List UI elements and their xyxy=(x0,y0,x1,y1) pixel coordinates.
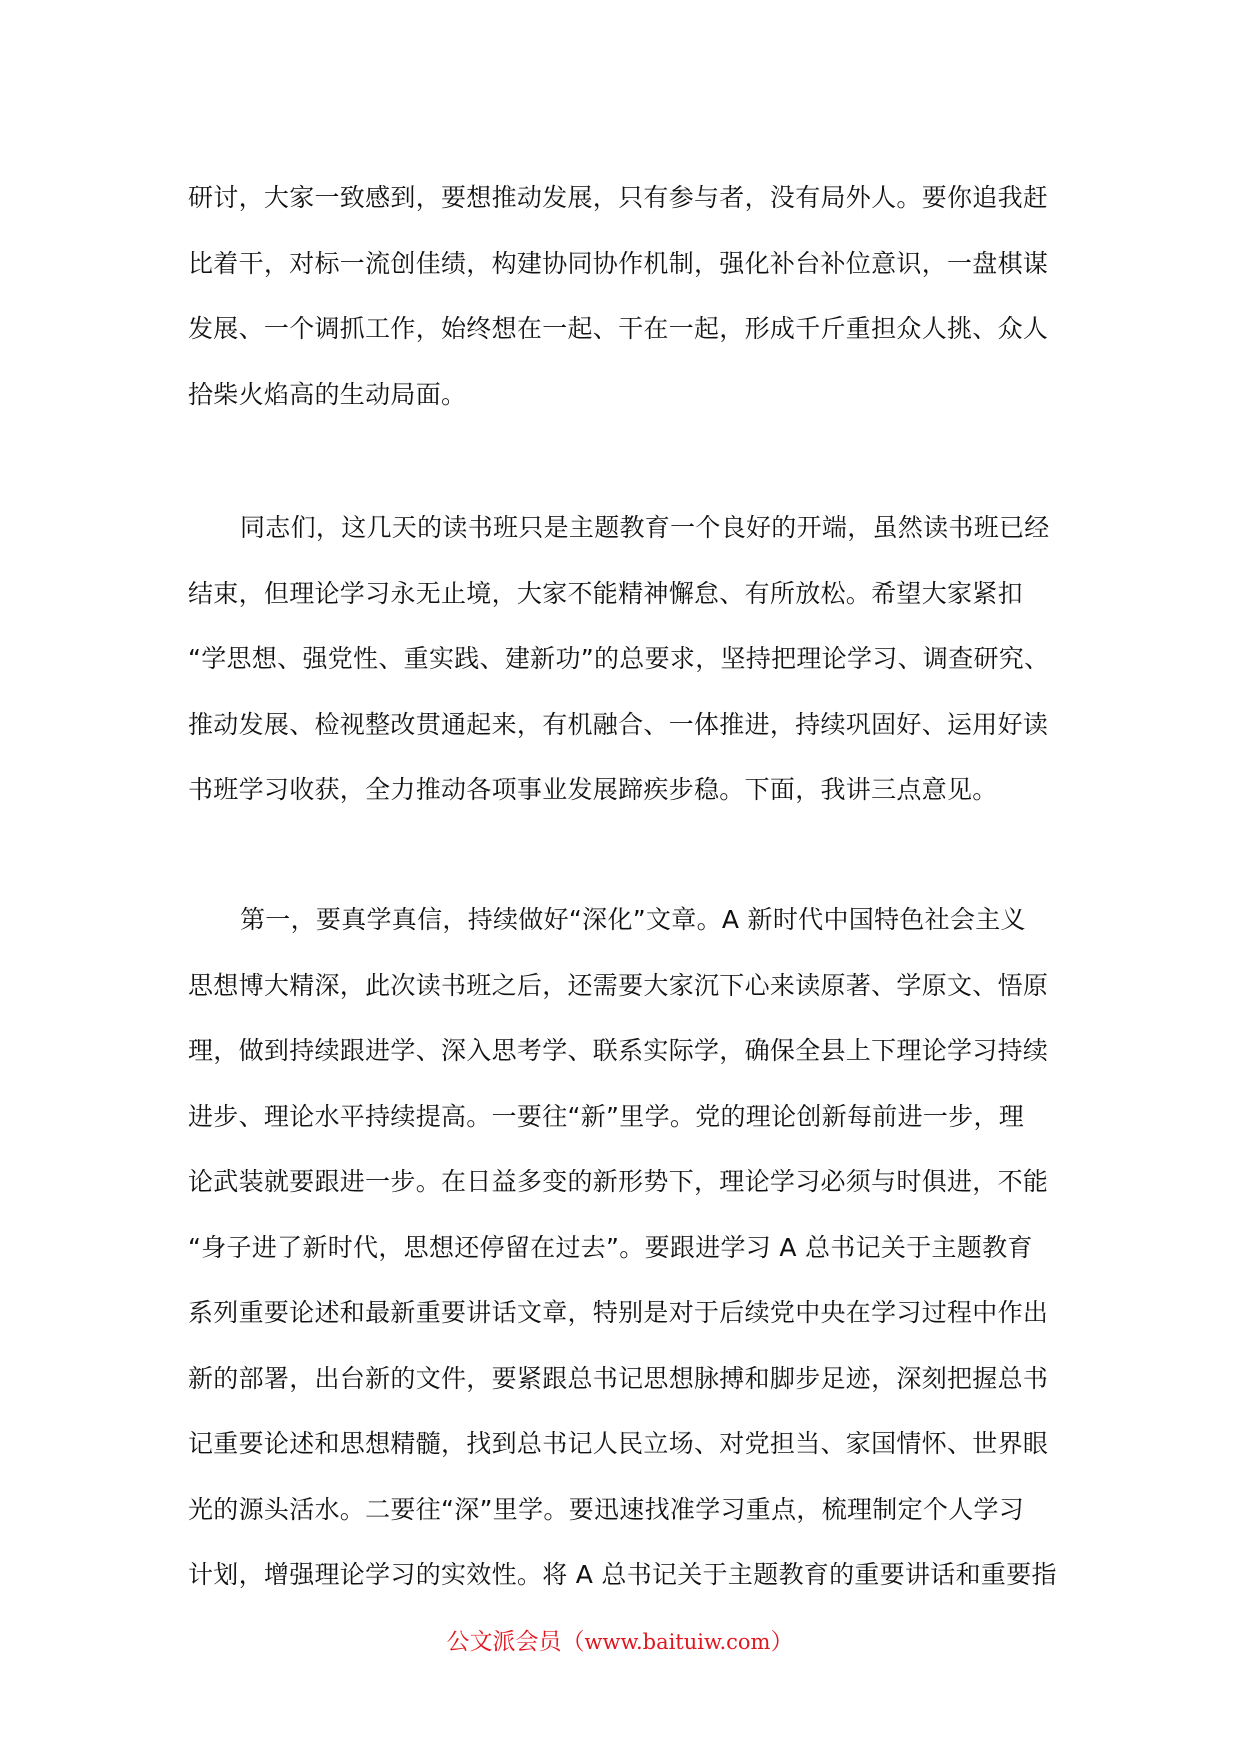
text-line: 思想博大精深，此次读书班之后，还需要大家沉下心来读原著、学原文、悟原 xyxy=(188,970,1049,1000)
paragraph-3 xyxy=(188,887,1068,1608)
text-line: “身子进了新时代，思想还停留在过去”。要跟进学习 A 总书记关于主题教育 xyxy=(188,1232,1033,1262)
text-line: 结束，但理论学习永无止境，大家不能精神懈怠、有所放松。希望大家紧扣 xyxy=(188,578,1023,608)
text-line: 研讨，大家一致感到，要想推动发展，只有参与者，没有局外人。要你追我赶 xyxy=(188,183,1049,212)
footer-url-link[interactable]: www.baituiw.com xyxy=(584,1630,771,1654)
text-line: 进步、理论水平持续提高。一要往“新”里学。党的理论创新每前进一步，理 xyxy=(188,1101,1025,1131)
text-line: 计划，增强理论学习的实效性。将 A 总书记关于主题教育的重要讲话和重要指 xyxy=(188,1560,1057,1589)
footer-brand: 公文派会员 xyxy=(446,1629,562,1655)
text-line: 比着干，对标一流创佳绩，构建协同协作机制，强化补台补位意识，一盘棋谋 xyxy=(188,248,1049,278)
text-line: 发展、一个调抓工作，始终想在一起、干在一起，形成千斤重担众人挑、众人 xyxy=(188,314,1049,343)
paragraph-2 xyxy=(188,495,1068,823)
text-line: 记重要论述和思想精髓，找到总书记人民立场、对党担当、家国情怀、世界眼 xyxy=(188,1429,1049,1458)
text-line: 论武装就要跟进一步。在日益多变的新形势下，理论学习必须与时俱进，不能 xyxy=(188,1167,1049,1196)
footer-watermark xyxy=(0,1623,1240,1656)
text-line: 系列重要论述和最新重要讲话文章，特别是对于后续党中央在学习过程中作出 xyxy=(188,1298,1049,1327)
text-line: 推动发展、检视整改贯通起来，有机融合、一体推进，持续巩固好、运用好读 xyxy=(188,709,1049,739)
text-line: 光的源头活水。二要往“深”里学。要迅速找准学习重点，梳理制定个人学习 xyxy=(188,1494,1025,1524)
text-line: 理，做到持续跟进学、深入思考学、联系实际学，确保全县上下理论学习持续 xyxy=(188,1036,1049,1065)
footer-close-paren: ） xyxy=(770,1629,794,1655)
text-line: 第一，要真学真信，持续做好“深化”文章。A 新时代中国特色社会主义 xyxy=(240,905,1026,934)
text-line: 同志们，这几天的读书班只是主题教育一个良好的开端，虽然读书班已经 xyxy=(240,513,1050,542)
text-line: 新的部署，出台新的文件，要紧跟总书记思想脉搏和脚步足迹，深刻把握总书 xyxy=(188,1363,1049,1393)
text-line: “学思想、强党性、重实践、建新功”的总要求，坚持把理论学习、调查研究、 xyxy=(188,644,1050,673)
paragraph-1 xyxy=(188,165,1068,427)
footer-open-paren: （ xyxy=(561,1629,585,1655)
text-line: 拾柴火焰高的生动局面。 xyxy=(188,379,467,409)
text-line: 书班学习收获，全力推动各项事业发展蹄疾步稳。下面，我讲三点意见。 xyxy=(188,775,998,804)
